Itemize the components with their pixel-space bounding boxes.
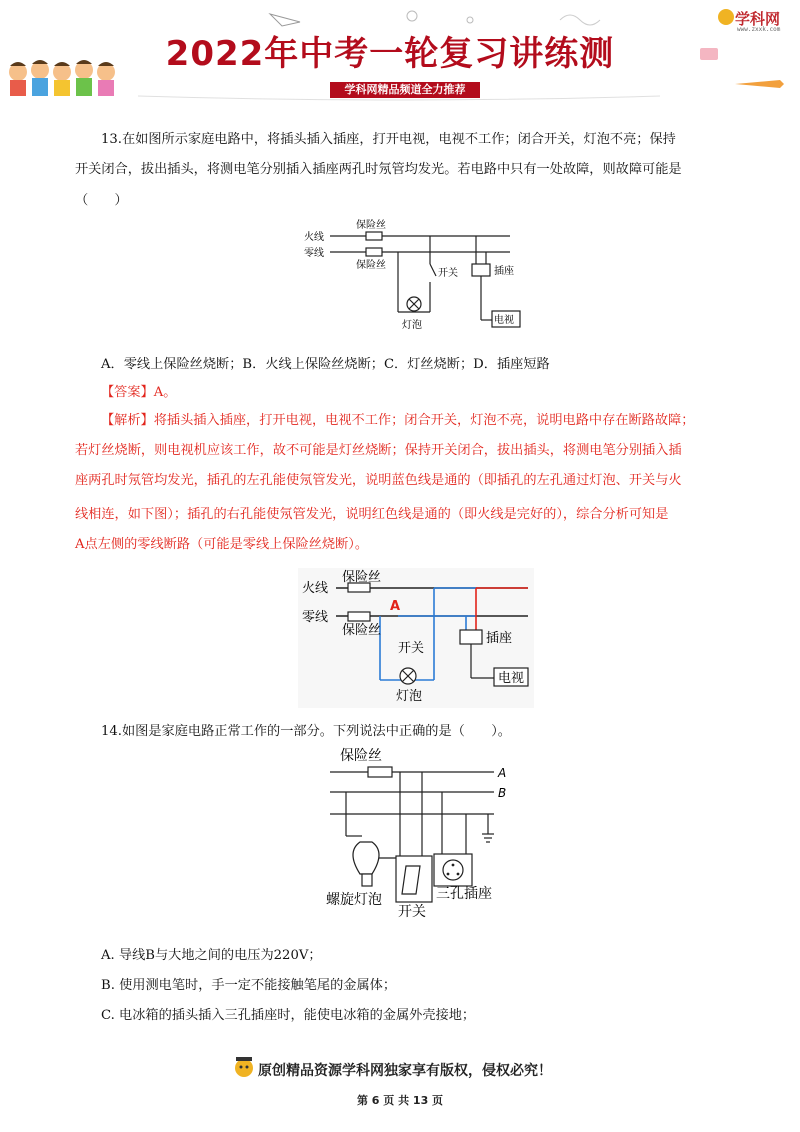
q13-stem-line2: 开关闭合，拔出插头，将测电笔分别插入插座两孔时氖管均发光。若电路中只有一处故障，则故障可能是 [75,162,682,177]
q13-figure-circuit [300,212,530,336]
q13-explanation-line: 若灯丝烧断，则电视机应该工作，故不可能是灯丝烧断；保持开关闭合，拔出插头，将测电笔分别插入插 [75,443,682,458]
mascot-icon [232,1054,256,1082]
q13-explanation-line: A点左侧的零线断路（可能是零线上保险丝烧断）。 [75,537,369,552]
q13-explanation-line: 【解析】将插头插入插座，打开电视，电视不工作；闭合开关，灯泡不亮，说明电路中存在断路故障； [101,413,695,428]
logo-icon [718,9,734,25]
q14-option-a: A. 导线B与大地之间的电压为220V； [101,948,322,963]
fig1-lamp-label: 灯泡 [402,320,422,331]
fig2-neutral-label: 零线 [302,610,329,625]
q14-option-b: B. 使用测电笔时，手一定不能接触笔尾的金属体； [101,978,397,993]
eraser-icon [700,48,718,60]
q13-paren: （ ） [75,193,128,208]
fig2-fuse-bottom-label: 保险丝 [342,623,382,638]
banner-subtitle: 学科网精品频道全力推荐 [330,82,480,98]
fig3-socket-label: 三孔插座 [436,886,492,902]
fig2-live-label: 火线 [302,581,329,596]
fig3-line-b-label: B [498,786,507,800]
fig1-tv-label: 电视 [494,315,514,326]
q13-explanation-line: 线相连，如下图）；插孔的右孔能使氖管发光，说明红色线是通的（即火线是完好的），综合分析可知是 [75,507,669,522]
q14-stem: 14.如图是家庭电路正常工作的一部分。下列说法中正确的是（ ）。 [101,724,511,739]
q13-answer: 【答案】A。 [101,385,177,400]
footer-copyright-note: 原创精品资源学科网独家享有版权，侵权必究！ [258,1063,552,1079]
fig1-live-label: 火线 [304,232,324,243]
logo-text: 学科网 [735,10,781,28]
fig3-switch-label: 开关 [398,904,426,920]
q13-options: A．零线上保险丝烧断；B．火线上保险丝烧断；C．灯丝烧断；D．插座短路 [101,357,550,372]
fig1-socket-label: 插座 [494,266,514,277]
banner-title: 2022年中考一轮复习讲练测 [165,34,615,74]
fig3-bulb-label: 螺旋灯泡 [326,892,382,908]
q13-stem-line1: 13.在如图所示家庭电路中，将插头插入插座，打开电视，电视不工作；闭合开关，灯泡不亮；保持 [101,132,676,147]
fig2-tv-label: 电视 [498,671,525,686]
fig2-lamp-label: 灯泡 [396,689,423,704]
fig1-fuse-bottom-label: 保险丝 [356,260,386,271]
fig2-socket-label: 插座 [486,631,513,646]
fig1-fuse-top-label: 保险丝 [356,220,386,231]
fig2-fuse-top-label: 保险丝 [342,570,382,585]
fig1-switch-label: 开关 [438,268,458,279]
fig3-fuse-label: 保险丝 [340,748,382,764]
logo-url: www.zxxk.com [737,26,781,33]
q13-figure-colored-circuit [298,568,534,708]
q13-explanation-line: 座两孔时氖管均发光，插孔的左孔能使氖管发光，说明蓝色线是通的（即插孔的左孔通过灯泡、开关与火 [75,473,682,488]
fig1-neutral-label: 零线 [304,248,324,259]
page-number: 第 6 页 共 13 页 [356,1094,444,1107]
fig2-switch-label: 开关 [398,641,425,656]
page-header [0,0,800,108]
fig2-point-a-label: A [390,599,401,614]
fig3-line-a-label: A [498,766,507,780]
q14-figure-circuit [322,746,512,922]
q14-option-c: C. 电冰箱的插头插入三孔插座时，能使电冰箱的金属外壳接地； [101,1008,476,1023]
